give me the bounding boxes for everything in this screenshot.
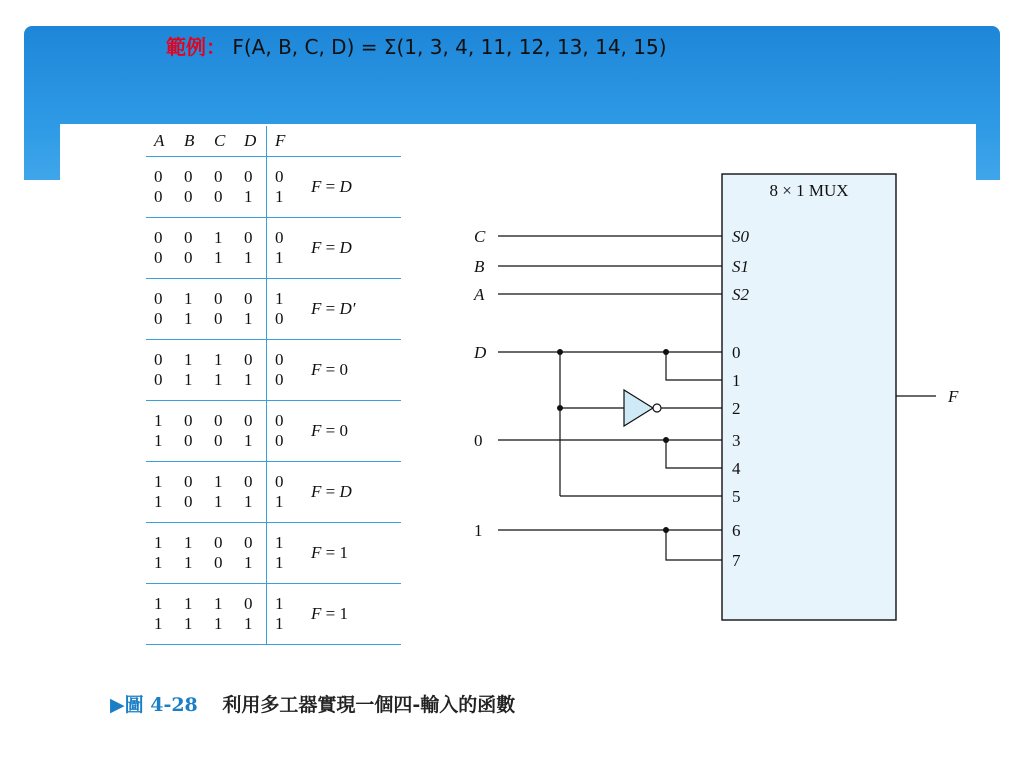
- input-cell: [236, 228, 266, 268]
- junction-d-1: [557, 349, 563, 355]
- input-cell: [236, 289, 266, 329]
- output-value: 0: [275, 370, 284, 389]
- select-input-c: C: [474, 227, 486, 246]
- input-value: 0: [184, 248, 193, 267]
- input-value: 1: [154, 411, 163, 430]
- input-value: 0: [184, 472, 193, 491]
- input-cell: [236, 167, 266, 207]
- input-value: 0: [214, 167, 223, 186]
- input-value: 0: [214, 411, 223, 430]
- input-value: 1: [154, 553, 163, 572]
- input-cell: [176, 228, 206, 268]
- title-expression: F(A, B, C, D) = Σ(1, 3, 4, 11, 12, 13, 14, 15): [232, 35, 667, 59]
- data-input-5: 5: [732, 487, 741, 506]
- input-value: 1: [184, 614, 193, 633]
- input-cell: [146, 533, 176, 573]
- input-value: 1: [214, 614, 223, 633]
- group-expression: F = D: [311, 482, 352, 501]
- input-cell: [206, 472, 236, 512]
- input-value: 0: [244, 167, 253, 186]
- input-columns: [146, 411, 266, 451]
- input-value: 0: [244, 533, 253, 552]
- input-value: 1: [154, 431, 163, 450]
- input-value: 0: [154, 309, 163, 328]
- header-a: A: [154, 131, 165, 150]
- wire-d-to-1: [666, 352, 722, 380]
- input-cell: [206, 594, 236, 634]
- input-value: 1: [214, 228, 223, 247]
- output-cell: [266, 157, 297, 217]
- input-value: 1: [184, 309, 193, 328]
- output-value: 0: [275, 309, 284, 328]
- input-cell: [236, 472, 266, 512]
- input-value: 1: [244, 248, 253, 267]
- input-value: 1: [214, 472, 223, 491]
- truth-table-group: [146, 401, 401, 462]
- input-value: 0: [184, 228, 193, 247]
- header-c: C: [214, 131, 226, 150]
- signal-one: 1: [474, 521, 483, 540]
- input-value: 1: [244, 492, 253, 511]
- output-value: 1: [275, 553, 284, 572]
- output-value: 0: [275, 228, 284, 247]
- select-s2: S2: [732, 285, 749, 304]
- truth-table-group: [146, 279, 401, 340]
- expr-variable: D: [339, 482, 352, 501]
- group-expression: F = D: [311, 238, 352, 257]
- expr-variable: F: [311, 299, 322, 318]
- input-value: 0: [154, 350, 163, 369]
- truth-table-group: [146, 340, 401, 401]
- mux-label: 8 × 1 MUX: [769, 181, 849, 200]
- input-cell: [206, 533, 236, 573]
- input-cell: [206, 350, 236, 390]
- input-cell: [176, 472, 206, 512]
- expr-variable: D: [339, 177, 352, 196]
- data-input-3: 3: [732, 431, 741, 450]
- input-value: 0: [214, 187, 223, 206]
- input-value: 1: [214, 492, 223, 511]
- group-expression: F = 0: [311, 421, 348, 440]
- input-value: 1: [244, 553, 253, 572]
- input-cell: [206, 167, 236, 207]
- group-expression: F = 1: [311, 543, 348, 562]
- input-cell: [176, 289, 206, 329]
- truth-table-body: [146, 157, 401, 645]
- input-columns: [146, 472, 266, 512]
- input-value: 0: [154, 228, 163, 247]
- output-cell: [266, 462, 297, 522]
- input-value: 1: [184, 370, 193, 389]
- truth-table-group: [146, 218, 401, 279]
- expr-variable: F: [311, 543, 322, 562]
- truth-table: [146, 126, 401, 645]
- group-expression: F = 0: [311, 360, 348, 379]
- truth-table-group: [146, 523, 401, 584]
- input-value: 0: [154, 248, 163, 267]
- input-value: 0: [214, 533, 223, 552]
- input-value: 1: [184, 350, 193, 369]
- input-value: 0: [184, 187, 193, 206]
- input-cell: [176, 594, 206, 634]
- header-d: D: [244, 131, 257, 150]
- input-cell: [146, 350, 176, 390]
- data-input-0: 0: [732, 343, 741, 362]
- input-cell: [146, 289, 176, 329]
- expr-variable: D′: [339, 299, 356, 318]
- input-value: 1: [184, 594, 193, 613]
- input-value: 1: [214, 350, 223, 369]
- input-value: 1: [214, 248, 223, 267]
- input-value: 1: [244, 187, 253, 206]
- output-value: 1: [275, 248, 284, 267]
- figure-number: ▶圖 4-28: [110, 694, 198, 716]
- input-value: 1: [184, 553, 193, 572]
- input-value: 1: [184, 533, 193, 552]
- mux-circuit: [460, 160, 980, 630]
- select-input-a: A: [474, 285, 485, 304]
- inverter-icon: [624, 390, 653, 426]
- slide-title: [166, 32, 667, 62]
- input-value: 0: [184, 431, 193, 450]
- input-value: 0: [214, 431, 223, 450]
- input-value: 0: [184, 167, 193, 186]
- input-value: 0: [154, 187, 163, 206]
- input-value: 1: [244, 614, 253, 633]
- wire-zero-to-4: [666, 440, 722, 468]
- input-value: 0: [154, 370, 163, 389]
- output-value: 1: [275, 187, 284, 206]
- data-input-4: 4: [732, 459, 741, 478]
- output-cell: [266, 279, 297, 339]
- input-value: 0: [214, 289, 223, 308]
- input-cell: [176, 350, 206, 390]
- input-value: 1: [154, 594, 163, 613]
- group-expression: F = 1: [311, 604, 348, 623]
- input-cell: [206, 228, 236, 268]
- header-f: F: [266, 126, 297, 156]
- input-cell: [236, 411, 266, 451]
- expr-variable: D: [339, 238, 352, 257]
- input-cell: [146, 472, 176, 512]
- input-value: 1: [154, 492, 163, 511]
- header-b: B: [184, 131, 195, 150]
- input-cell: [176, 533, 206, 573]
- input-cell: [146, 411, 176, 451]
- data-input-7: 7: [732, 551, 741, 570]
- expr-variable: F: [311, 604, 322, 623]
- input-columns: [146, 350, 266, 390]
- input-value: 0: [244, 228, 253, 247]
- select-s0: S0: [732, 227, 749, 246]
- input-cell: [236, 533, 266, 573]
- input-value: 0: [214, 309, 223, 328]
- truth-table-group: [146, 462, 401, 523]
- expr-variable: F: [311, 177, 322, 196]
- input-cell: [176, 167, 206, 207]
- data-input-2: 2: [732, 399, 741, 418]
- input-columns: [146, 533, 266, 573]
- junction-d-3: [557, 405, 563, 411]
- group-expression: F = D′: [311, 299, 356, 318]
- output-value: 1: [275, 533, 284, 552]
- input-cell: [146, 167, 176, 207]
- truth-table-group: [146, 584, 401, 645]
- output-value: 0: [275, 472, 284, 491]
- input-value: 1: [244, 309, 253, 328]
- junction-zero: [663, 437, 669, 443]
- input-columns: [146, 594, 266, 634]
- junction-d-2: [663, 349, 669, 355]
- inverter-bubble: [653, 404, 661, 412]
- input-value: 0: [244, 350, 253, 369]
- output-cell: [266, 218, 297, 278]
- input-value: 0: [244, 289, 253, 308]
- output-value: 1: [275, 492, 284, 511]
- input-value: 0: [154, 289, 163, 308]
- input-value: 1: [244, 370, 253, 389]
- output-cell: [266, 523, 297, 583]
- input-value: 0: [214, 553, 223, 572]
- output-cell: [266, 401, 297, 461]
- input-value: 1: [154, 533, 163, 552]
- expr-variable: F: [311, 238, 322, 257]
- input-columns: [146, 228, 266, 268]
- input-cell: [176, 411, 206, 451]
- input-cell: [206, 289, 236, 329]
- junction-one: [663, 527, 669, 533]
- output-value: 1: [275, 289, 284, 308]
- output-cell: [266, 340, 297, 400]
- input-value: 1: [154, 472, 163, 491]
- output-value: 0: [275, 411, 284, 430]
- wire-one-to-7: [666, 530, 722, 560]
- select-s1: S1: [732, 257, 749, 276]
- input-cell: [236, 350, 266, 390]
- expr-variable: F: [311, 360, 322, 379]
- output-value: 0: [275, 350, 284, 369]
- input-columns: [146, 167, 266, 207]
- input-value: 0: [244, 594, 253, 613]
- data-input-6: 6: [732, 521, 741, 540]
- input-value: 0: [184, 411, 193, 430]
- figure-caption: [110, 690, 515, 720]
- input-cell: [146, 228, 176, 268]
- output-value: 1: [275, 594, 284, 613]
- input-value: 1: [244, 431, 253, 450]
- input-value: 0: [244, 411, 253, 430]
- input-cell: [206, 411, 236, 451]
- data-input-1: 1: [732, 371, 741, 390]
- title-label: 範例：: [166, 35, 226, 59]
- truth-table-header: [146, 126, 401, 157]
- group-expression: F = D: [311, 177, 352, 196]
- output-value: 1: [275, 614, 284, 633]
- output-cell: [266, 584, 297, 644]
- output-value: 0: [275, 167, 284, 186]
- signal-zero: 0: [474, 431, 483, 450]
- input-cell: [236, 594, 266, 634]
- input-columns: [146, 289, 266, 329]
- input-value: 1: [154, 614, 163, 633]
- mux-output-f: F: [948, 387, 959, 406]
- caption-text: 利用多工器實現一個四-輸入的函數: [222, 694, 516, 716]
- input-cell: [146, 594, 176, 634]
- input-value: 0: [154, 167, 163, 186]
- input-value: 1: [214, 370, 223, 389]
- select-input-b: B: [474, 257, 485, 276]
- truth-table-group: [146, 157, 401, 218]
- signal-d: D: [474, 343, 487, 362]
- input-value: 0: [244, 472, 253, 491]
- input-value: 1: [184, 289, 193, 308]
- output-value: 0: [275, 431, 284, 450]
- input-value: 0: [184, 492, 193, 511]
- input-value: 1: [214, 594, 223, 613]
- expr-variable: F: [311, 482, 322, 501]
- expr-variable: F: [311, 421, 322, 440]
